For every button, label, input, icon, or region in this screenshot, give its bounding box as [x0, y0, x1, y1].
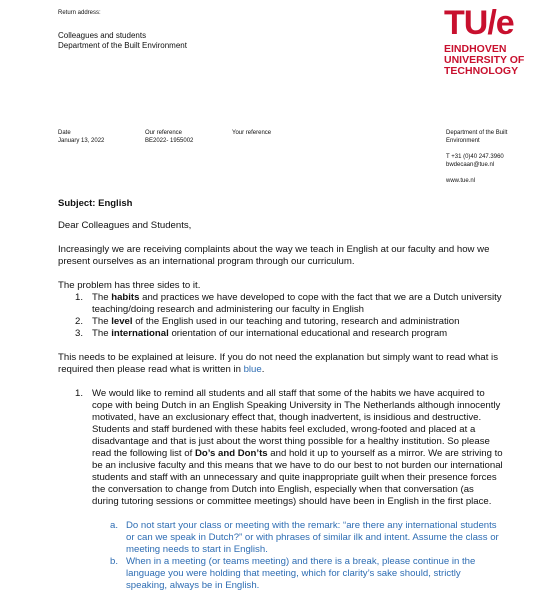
list-item: 2. The level of the English used in our teaching and tutoring, research and administration: [75, 316, 460, 327]
logo-line: EINDHOVEN: [444, 43, 507, 55]
list-item: 1. We would like to remind all students and all staff that some of the habits we have acquired to cope with being Dutch in an English Speaking University in The Netherlands although innocently motivated, have an exclusionary effect that, though inadvertent, is insidious and destructive. Students and staff burdened with these habits feel excluded, wrong-footed and placed at a disadvantage and that is just about the worst thing possible for a healthy institution. So please read the following list of Do’s and Don’ts and hold it up to yourself as a mirror. We are striving to be an inclusive faculty and this means that we have to do our best to not burden our international students and staff with an unnecessary and quite inappropriate guilt when their presence forces the conversation to change from Dutch into English, especially when that conversation (as during tutoring sessions or committee meetings) should have been in English in the first place.: [75, 388, 503, 507]
sender-block: [446, 129, 507, 185]
recipient-line: Colleagues and students: [58, 31, 147, 40]
date-value: January 13, 2022: [58, 138, 105, 144]
return-address-label: Return address:: [58, 10, 101, 16]
salutation: Dear Colleagues and Students,: [58, 220, 192, 231]
sender-department: Department of the Built: [446, 130, 508, 136]
problem-list: [75, 292, 503, 340]
sender-website: www.tue.nl: [446, 178, 476, 184]
logo-line: UNIVERSITY OF: [444, 54, 525, 66]
paragraph: This needs to be explained at leisure. If you do not need the explanation but simply want to read what is required then please read what is written in blue.: [58, 352, 498, 375]
date-label: Date: [58, 130, 71, 136]
point-list: [75, 388, 503, 508]
recipient-line: Department of the Built Environment: [58, 41, 187, 50]
sender-department: Environment: [446, 138, 480, 144]
tue-logo: [444, 6, 524, 77]
letter-body: [58, 220, 503, 592]
sender-phone: T +31 (0)40 247.3960: [446, 154, 504, 160]
our-reference-block: [145, 129, 193, 145]
date-block: [58, 129, 104, 145]
subpoint-list: [110, 520, 503, 592]
problem-intro: The problem has three sides to it.: [58, 280, 201, 291]
logo-line: TECHNOLOGY: [444, 65, 519, 77]
your-reference-label: Your reference: [232, 130, 272, 136]
logo-mark: TU/e: [444, 4, 514, 42]
paragraph: Increasingly we are receiving complaints about the way we teach in English at our faculty and how we present ourselves as an international program through our curriculum.: [58, 244, 490, 267]
list-item: 3. The international orientation of our international educational and research program: [75, 328, 448, 339]
our-reference-label: Our reference: [145, 130, 183, 136]
recipient-address: [58, 31, 187, 51]
subject-line: Subject: English: [58, 198, 133, 209]
list-item: 1. The habits and practices we have developed to cope with the fact that we are a Dutch university teaching/doing research and administering our faculty in English: [75, 292, 502, 315]
sender-email: bwdecaan@tue.nl: [446, 162, 495, 168]
list-item: a. Do not start your class or meeting with the remark: “are there any international students or can we speak in Dutch?” or with phrases of similar ilk and intent. Assume the class or meeting needs to start in English.: [110, 520, 499, 555]
list-item: b. When in a meeting (or teams meeting) and there is a break, please continue in the language you were holding that meeting, which for clarity’s sake should, strictly speaking, always be in English.: [110, 556, 476, 591]
our-reference-value: BE2022- 1955002: [145, 138, 194, 144]
